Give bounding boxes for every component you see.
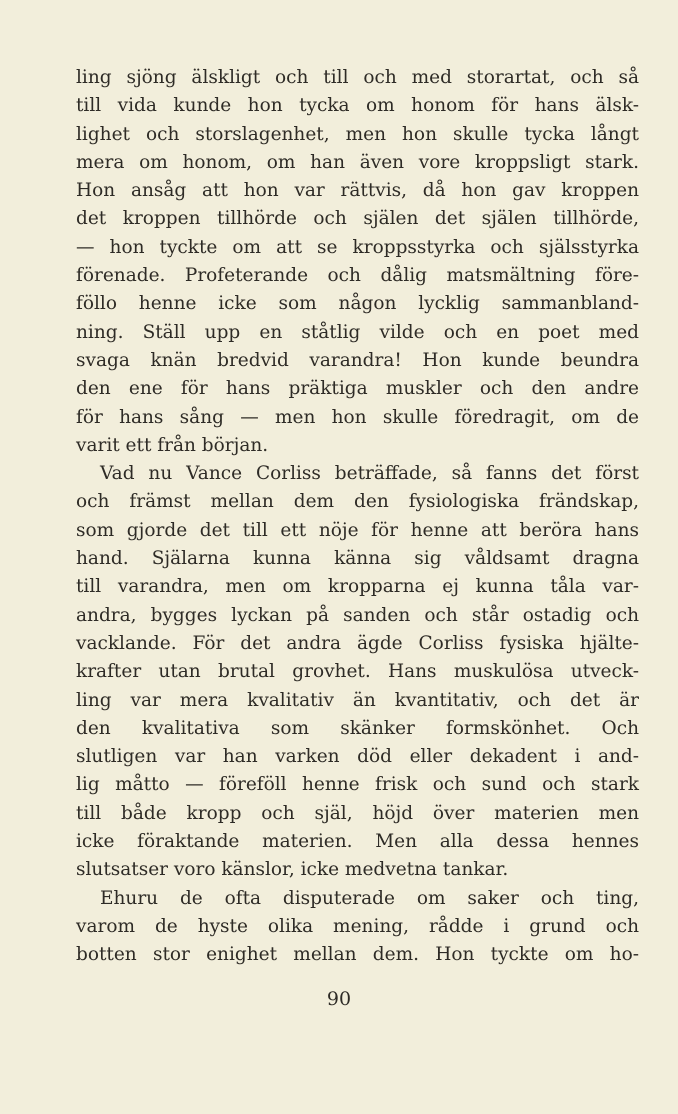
text-line: slutsatser voro känslor, icke medvetna tankar.: [76, 859, 509, 881]
text-line: botten stor enighet mellan dem. Hon tyckte om ho-: [76, 944, 639, 966]
text-line: andra, bygges lyckan på sanden och står ostadig och: [76, 604, 639, 626]
text-line: Hon ansåg att hon var rättvis, då hon gav kroppen: [76, 180, 639, 202]
text-line: lig måtto — föreföll henne frisk och sund och stark: [76, 774, 639, 796]
page-number: 90: [326, 988, 352, 1010]
body-text: [76, 64, 639, 970]
text-line: varom de hyste olika mening, rådde i grund och: [76, 915, 639, 937]
text-line: ling sjöng älskligt och till och med storartat, och så: [76, 67, 639, 88]
text-line: varit ett från början.: [76, 434, 269, 456]
text-line: som gjorde det till ett nöje för henne att beröra hans: [76, 519, 639, 541]
text-line: ling var mera kvalitativ än kvantitativ, och det är: [76, 689, 639, 711]
text-line: Vad nu Vance Corliss beträffade, så fanns det först: [100, 463, 639, 485]
text-line: svaga knän bredvid varandra! Hon kunde beundra: [76, 349, 639, 371]
text-line: till vida kunde hon tycka om honom för hans älsk-: [76, 95, 639, 117]
text-line: mera om honom, om han även vore kroppsligt stark.: [76, 151, 639, 173]
text-line: förenade. Profeterande och dålig matsmältning före-: [76, 265, 639, 287]
text-line: den ene för hans präktiga muskler och den andre: [76, 378, 639, 400]
text-line: slutligen var han varken död eller dekadent i and-: [76, 746, 639, 768]
text-line: den kvalitativa som skänker formskönhet. Och: [76, 717, 639, 739]
text-line: hand. Själarna kunna känna sig våldsamt dragna: [76, 548, 639, 570]
text-line: icke föraktande materien. Men alla dessa hennes: [76, 831, 639, 853]
text-line: för hans sång — men hon skulle föredragit, om de: [76, 406, 639, 428]
text-line: till både kropp och själ, höjd över materien men: [76, 802, 639, 824]
text-line: krafter utan brutal grovhet. Hans muskulösa utveck-: [76, 661, 639, 683]
text-line: vacklande. För det andra ägde Corliss fysiska hjälte-: [76, 632, 639, 654]
text-line: ning. Ställ upp en ståtlig vilde och en poet med: [76, 321, 639, 343]
text-line: Ehuru de ofta disputerade om saker och ting,: [100, 887, 639, 909]
text-line: till varandra, men om kropparna ej kunna tåla var-: [76, 576, 639, 598]
text-line: lighet och storslagenhet, men hon skulle tycka långt: [76, 123, 639, 145]
text-line: — hon tyckte om att se kroppsstyrka och själsstyrka: [76, 236, 639, 258]
text-line: föllo henne icke som någon lycklig sammanbland-: [76, 293, 639, 315]
text-line: och främst mellan dem den fysiologiska frändskap,: [76, 491, 639, 513]
text-line: det kroppen tillhörde och själen det själen tillhörde,: [76, 208, 639, 230]
